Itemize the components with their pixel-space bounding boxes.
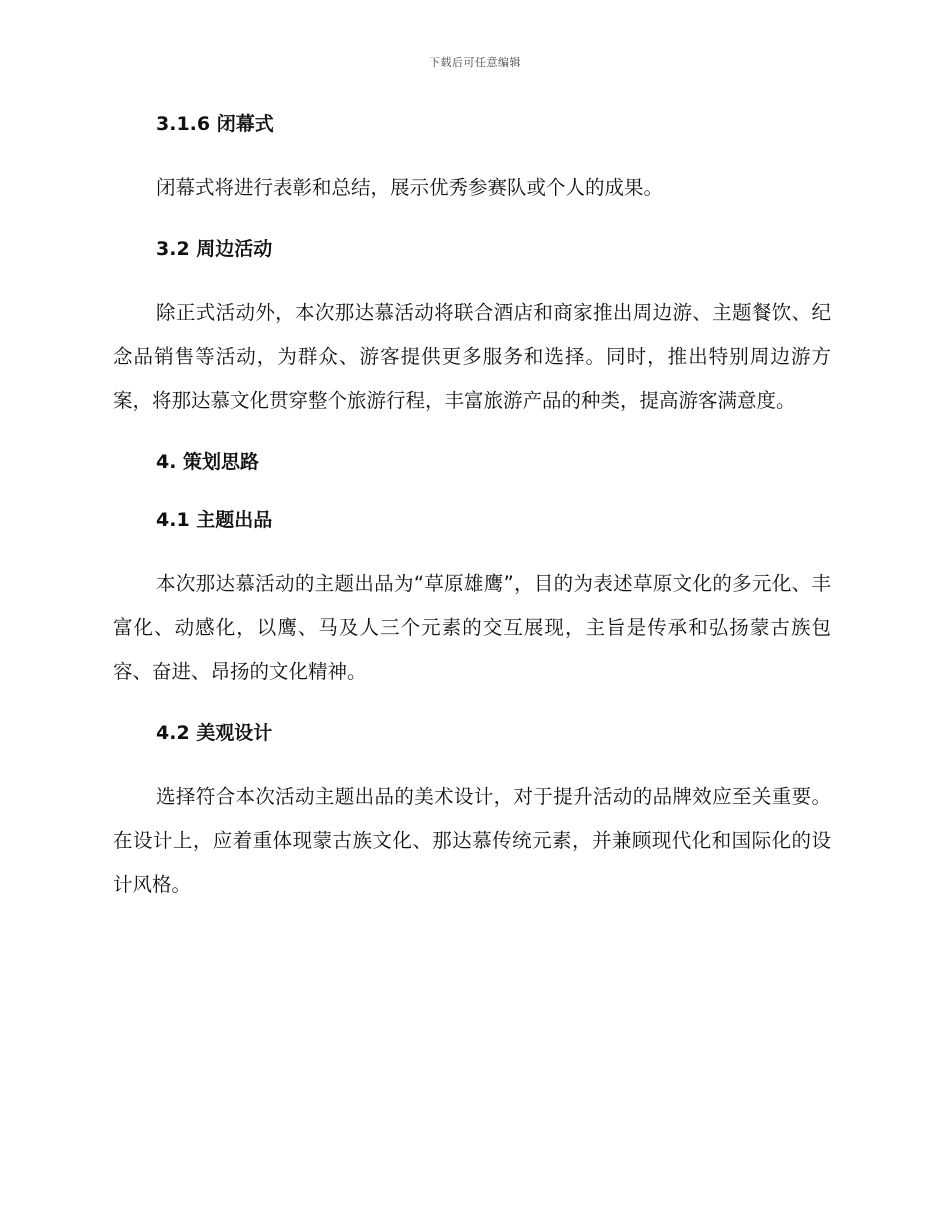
section-paragraph-3-2: 除正式活动外，本次那达慕活动将联合酒店和商家推出周边游、主题餐饮、纪念品销售等活动，为群众、游客提供更多服务和选择。同时，推出特别周边游方案，将那达慕文化贯穿整个旅游行程，丰富旅游产品的种类，提高游客满意度。 <box>113 301 831 412</box>
section-paragraph-4-1: 本次那达慕活动的主题出品为“草原雄鹰”，目的为表述草原文化的多元化、丰富化、动感化，以鹰、马及人三个元素的交互展现，主旨是传承和弘扬蒙古族包容、奋进、昂扬的文化精神。 <box>113 572 831 683</box>
section-paragraph-3-1-6: 闭幕式将进行表彰和总结，展示优秀参赛队或个人的成果。 <box>156 176 664 199</box>
section-heading-4-2: 4.2 美观设计 <box>156 722 273 744</box>
section-heading-4: 4. 策划思路 <box>156 451 260 473</box>
section-paragraph-4-2: 选择符合本次活动主题出品的美术设计，对于提升活动的品牌效应至关重要。在设计上，应着重体现蒙古族文化、那达慕传统元素，并兼顾现代化和国际化的设计风格。 <box>113 785 831 896</box>
section-heading-3-1-6: 3.1.6 闭幕式 <box>156 113 274 135</box>
page-header-note: 下载后可任意编辑 <box>429 56 521 69</box>
document-body <box>113 110 831 907</box>
section-heading-3-2: 3.2 周边活动 <box>156 238 273 260</box>
section-heading-4-1: 4.1 主题出品 <box>156 509 273 531</box>
